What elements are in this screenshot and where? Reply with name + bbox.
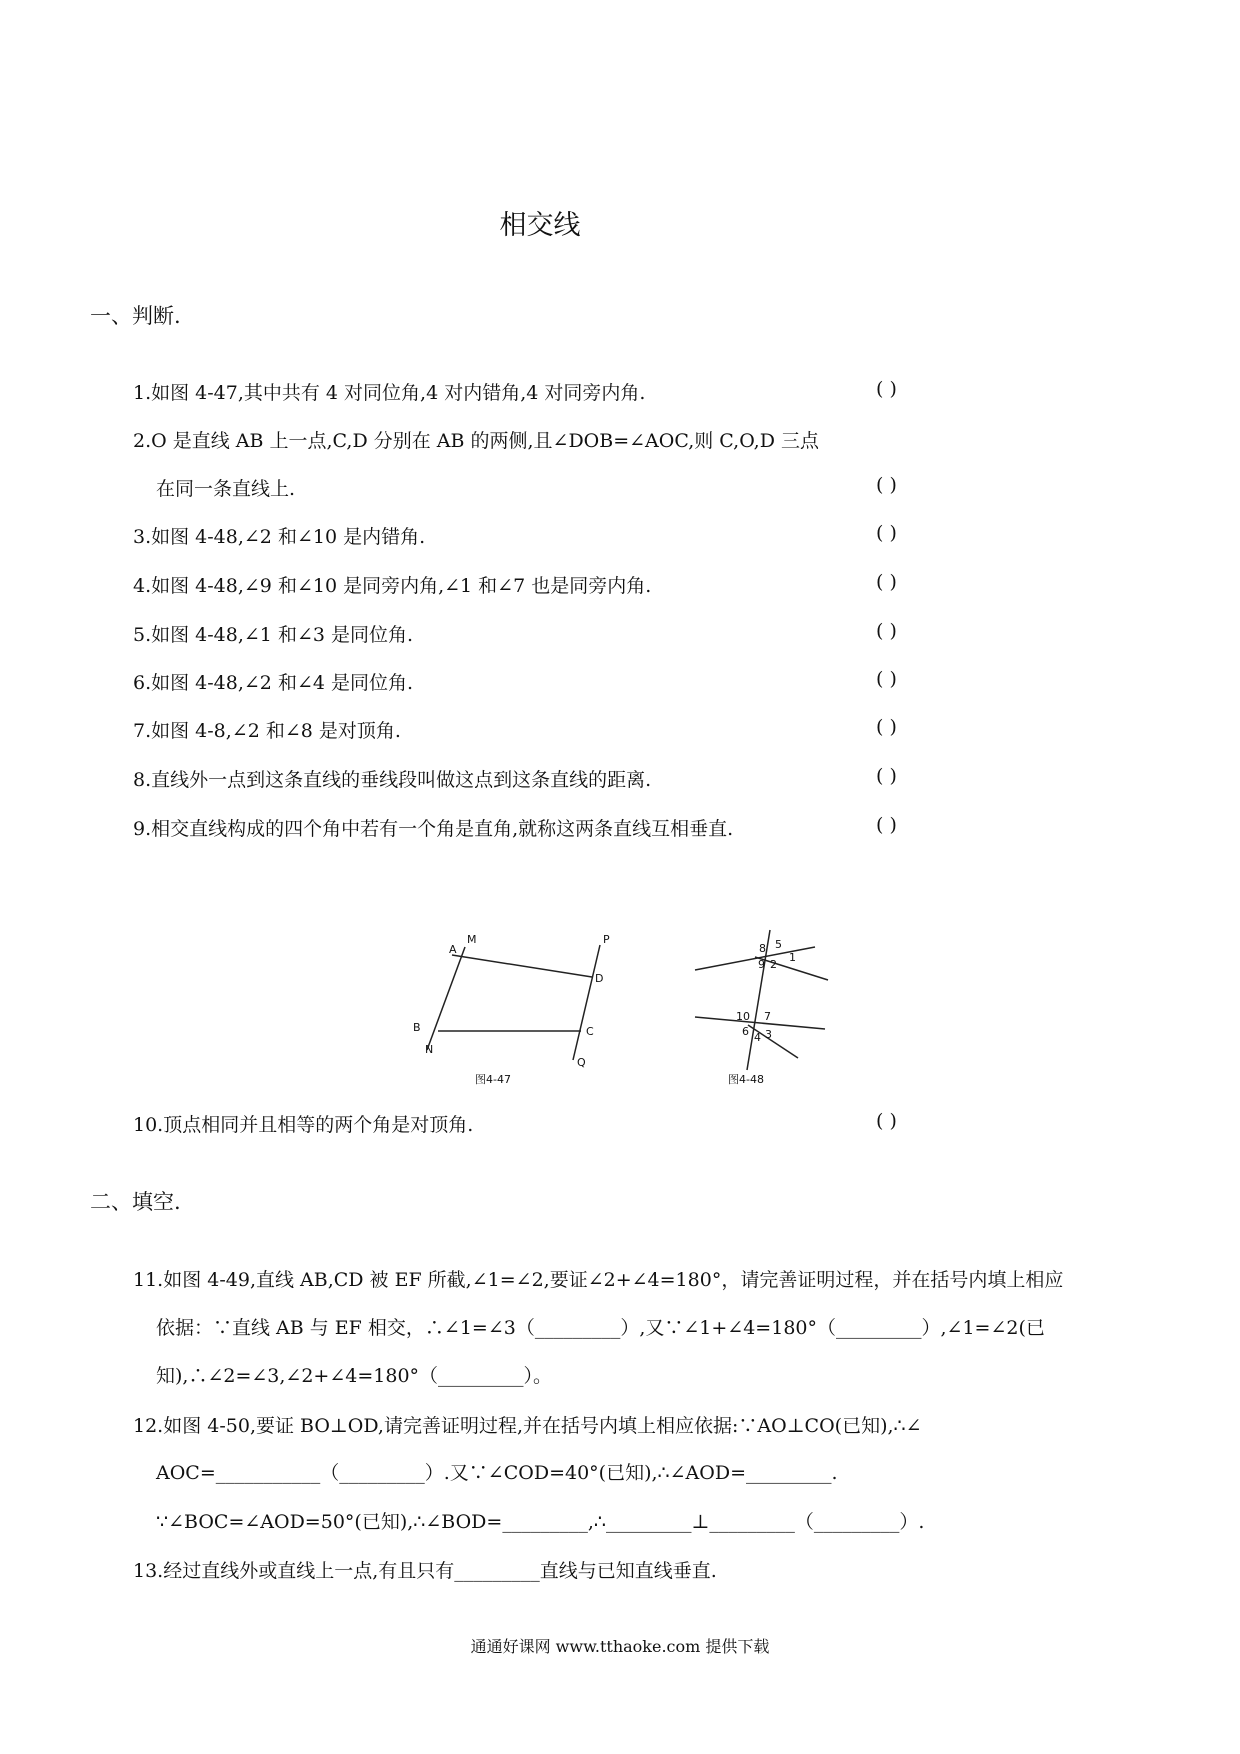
answer-paren-q10: ( ) [876, 1110, 897, 1132]
fig47-caption: 图4-47 [475, 1073, 511, 1085]
page-title: 相交线 [499, 210, 581, 241]
fill-q12-line1: 12.如图 4-50,要证 BO⊥OD,请完善证明过程,并在括号内填上相应依据:∵AO⊥CO(已知),∴∠ [133, 1415, 922, 1437]
fill-q11-line3: 知),∴∠2=∠3,∠2+∠4=180°（_________）。 [156, 1365, 553, 1387]
judgment-q2-cont: 在同一条直线上. [156, 478, 296, 500]
judgment-q9: 9.相交直线构成的四个角中若有一个角是直角,就称这两条直线互相垂直. [133, 818, 734, 840]
section-heading-fill: 二、填空. [90, 1190, 181, 1214]
angle-label-8: 8 [759, 942, 766, 955]
judgment-q6: 6.如图 4-48,∠2 和∠4 是同位角. [133, 672, 414, 694]
answer-paren-q4: ( ) [876, 571, 897, 593]
fill-q12-line2: AOC=___________（_________）.又∵∠COD=40°(已知),∴∠AOD=_________. [156, 1462, 838, 1484]
label-m: M [467, 933, 477, 946]
figure-4-47 [405, 925, 615, 1089]
label-n: N [425, 1043, 434, 1056]
answer-paren-q5: ( ) [876, 620, 897, 642]
angle-label-9: 9 [758, 958, 765, 971]
answer-paren-q9: ( ) [876, 814, 897, 836]
angle-label-4: 4 [754, 1031, 761, 1044]
figure-4-48 [690, 925, 840, 1089]
upper-line [695, 947, 815, 970]
label-p: P [603, 933, 610, 946]
label-a: A [449, 943, 457, 956]
judgment-q7: 7.如图 4-8,∠2 和∠8 是对顶角. [133, 720, 401, 742]
angle-label-1: 1 [789, 951, 796, 964]
judgment-q5: 5.如图 4-48,∠1 和∠3 是同位角. [133, 624, 414, 646]
fill-q12-line3: ∵∠BOC=∠AOD=50°(已知),∴∠BOD=_________,∴_________⊥_________（_________）. [156, 1511, 925, 1533]
judgment-q4: 4.如图 4-48,∠9 和∠10 是同旁内角,∠1 和∠7 也是同旁内角. [133, 575, 652, 597]
fill-q13: 13.经过直线外或直线上一点,有且只有_________直线与已知直线垂直. [133, 1560, 717, 1582]
angle-label-6: 6 [742, 1025, 749, 1038]
judgment-q2: 2.O 是直线 AB 上一点,C,D 分别在 AB 的两侧,且∠DOB=∠AOC,则 C,O,D 三点 [133, 430, 819, 452]
label-q: Q [577, 1056, 586, 1069]
answer-paren-q3: ( ) [876, 522, 897, 544]
lower-line [695, 1017, 825, 1029]
line-pq [573, 945, 600, 1060]
footer-credit: 通通好课网 www.tthaoke.com 提供下载 [470, 1637, 770, 1656]
angle-label-3: 3 [765, 1028, 772, 1041]
label-d: D [595, 972, 604, 985]
angle-label-10: 10 [736, 1010, 750, 1023]
answer-paren-q8: ( ) [876, 765, 897, 787]
line-mn [427, 947, 465, 1050]
angle-label-5: 5 [775, 938, 782, 951]
section-heading-judgment: 一、判断. [90, 304, 181, 328]
judgment-q8: 8.直线外一点到这条直线的垂线段叫做这点到这条直线的距离. [133, 769, 652, 791]
answer-paren-q2: ( ) [876, 474, 897, 496]
angle-label-7: 7 [764, 1010, 771, 1023]
fill-q11-line1: 11.如图 4-49,直线 AB,CD 被 EF 所截,∠1=∠2,要证∠2+∠4=180°，请完善证明过程，并在括号内填上相应 [133, 1269, 1064, 1291]
label-b: B [413, 1021, 421, 1034]
answer-paren-q1: ( ) [876, 378, 897, 400]
fig48-caption: 图4-48 [728, 1073, 764, 1085]
fill-q11-line2: 依据：∵直线 AB 与 EF 相交，∴∠1=∠3（_________）,又∵∠1+∠4=180°（_________）,∠1=∠2(已 [156, 1317, 1045, 1339]
answer-paren-q6: ( ) [876, 668, 897, 690]
angle-label-2: 2 [770, 958, 777, 971]
judgment-q10: 10.顶点相同并且相等的两个角是对顶角. [133, 1114, 474, 1136]
segment-ad [452, 955, 592, 977]
judgment-q3: 3.如图 4-48,∠2 和∠10 是内错角. [133, 526, 426, 548]
judgment-q1: 1.如图 4-47,其中共有 4 对同位角,4 对内错角,4 对同旁内角. [133, 382, 646, 404]
label-c: C [586, 1025, 594, 1038]
answer-paren-q7: ( ) [876, 716, 897, 738]
